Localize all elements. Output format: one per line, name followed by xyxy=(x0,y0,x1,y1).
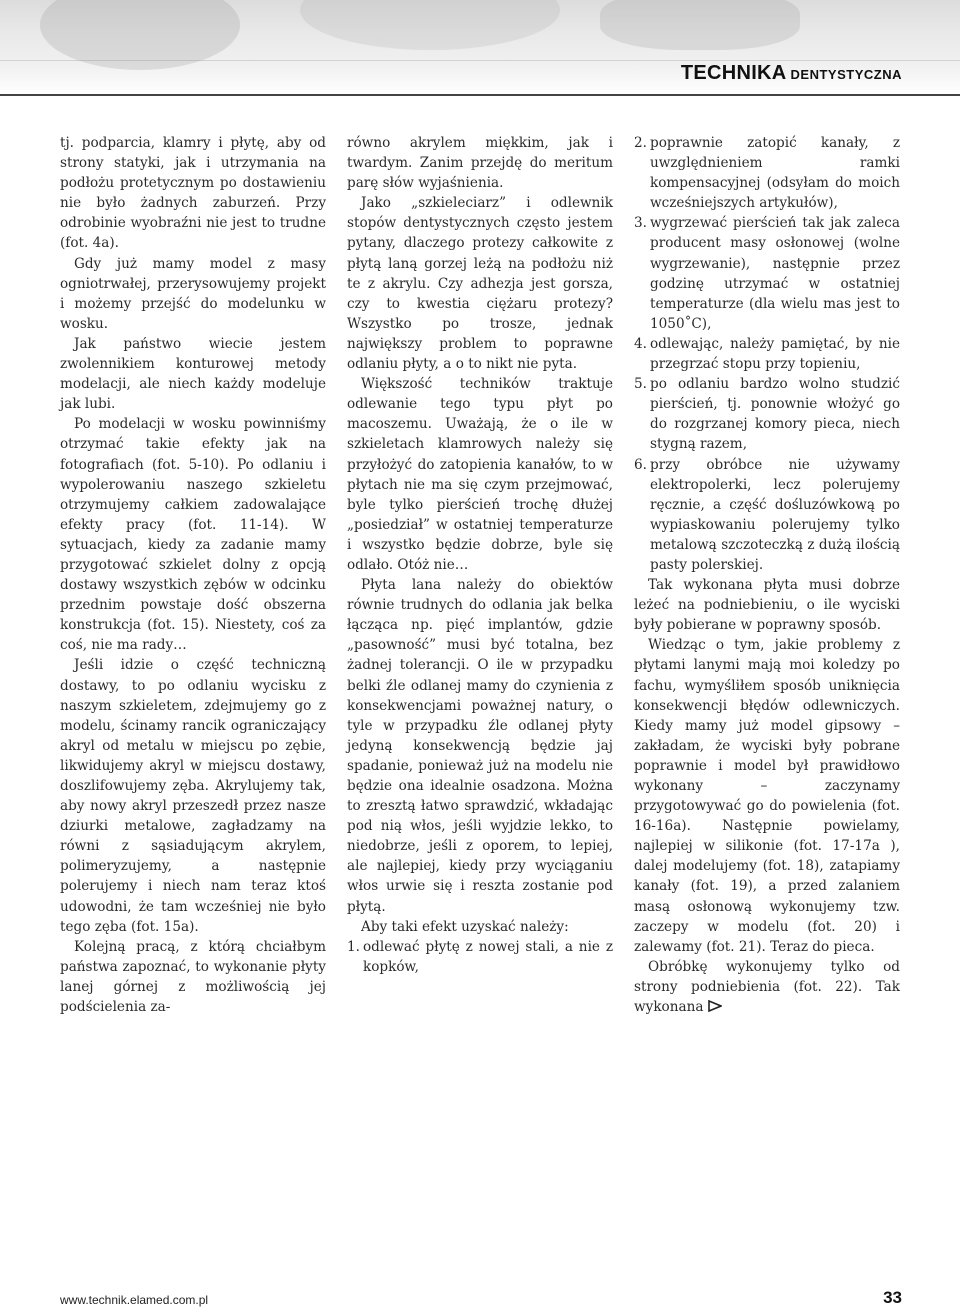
paragraph-text: Obróbkę wykonujemy tylko od strony podniebienia (fot. 22). Tak wykonana xyxy=(634,958,900,1016)
footer-url: www.technik.elamed.com.pl xyxy=(60,1293,209,1307)
list-item xyxy=(634,374,900,454)
list-item xyxy=(634,213,900,334)
paragraph: Tak wykonana płyta musi dobrze leżeć na podniebieniu, o ile wyciski były pobierane w poprawny sposób. xyxy=(634,577,900,634)
paragraph: Po modelacji w wosku powinniśmy otrzymać takie efekty jak na fotografiach (fot. 5-10). Po odlaniu i wypolerowaniu naszego szkieletu otrzymujemy całkiem zadowalające efekty pracy (fot. 11-14). W sytuacjach, kiedy za zadanie mamy przygotować szkielet dolny z opcją dostawy wszystkich zębów w odcinku przednim powstaje dość obszerna konstrukcja (fot. 15). Niestety, coś za coś, nie ma rady… xyxy=(60,416,326,654)
header-photo-decoration xyxy=(0,60,960,61)
header-divider xyxy=(0,94,960,96)
list-item-text: odlewać płytę z nowej stali, a nie z kopków, xyxy=(363,938,613,975)
list-item-number: 1. xyxy=(347,938,360,955)
section-title xyxy=(681,62,902,85)
continue-arrow-icon xyxy=(708,1000,722,1012)
list-item-number: 6. xyxy=(634,456,647,473)
paragraph: Wiedząc o tym, jakie problemy z płytami lanymi mają moi koledzy po fachu, wymyśliłem sposób uniknięcia konsekwencji błędów odlewniczych. Kiedy mamy już model gipsowy – zakładam, że wyciski były pobrane poprawnie i model był prawidłowo wykonany – zaczynamy przygotowywać go do powielenia (fot. 16-16a). Następnie powielamy, najlepiej w silikonie (fot. 17-17a ), dalej modelujemy (fot. 18), zatapiamy kanały (fot. 19), a przed zalaniem masą osłonową wykonujemy tzw. zaczepy w modelu (fot. 20) i zalewamy (fot. 21). Teraz do pieca. xyxy=(634,637,900,955)
list-item-number: 5. xyxy=(634,376,647,393)
list-item-text: wygrzewać pierścień tak jak zaleca producent masy osłonowej (wolne wygrzewanie), następnie przez godzinę utrzymać w ostatniej temperaturze (dla wielu mas jest to 1050˚C), xyxy=(650,215,900,332)
list-item-number: 3. xyxy=(634,215,647,232)
list-item xyxy=(634,455,900,576)
header-photo-decoration xyxy=(300,0,560,50)
list-item-text: poprawnie zatopić kanały, z uwzględnieniem ramki kompensacyjnej (odsyłam do moich wcześniejszych artykułów), xyxy=(650,135,900,212)
page-number: 33 xyxy=(883,1288,902,1307)
list-item xyxy=(634,334,900,374)
paragraph: Płyta lana należy do obiektów równie trudnych do odlania jak belka łącząca np. pięć implantów, gdzie „pasowność” musi być totalna, bez żadnej tolerancji. O ile w przypadku belki źle odlanej mamy do czynienia z konsekwencjami poważnej natury, o tyle w przypadku źle odlanej płyty jedyną konsekwencją będzie jaj spadanie, ponieważ już na modelu nie będzie ona idealnie osadzona. Można to zresztą łatwo sprawdzić, wkładając pod nią włos, jeśli wyjdzie lekko, to niedobrze, jeśli z oporem, to lepiej, ale najlepiej, kiedy przy wyciąganiu włos urwie się i reszta zostanie pod płytą. xyxy=(347,577,613,915)
text-column-2 xyxy=(347,133,613,977)
section-title-sub: DENTYSTYCZNA xyxy=(790,67,902,82)
paragraph: Jeśli idzie o część techniczną dostawy, to po odlaniu wycisku z naszym szkieletem, zdejmujemy go z modelu, ścinamy rancik ograniczający akryl od metalu w miejscu po zębie, likwidujemy akryl w miejscu dostawy, doszlifowujemy zęba. Akrylujemy tak, aby nowy akryl przeszedł przez nasze dziurki metalowe, zagładzamy na równi z sąsiadującym akrylem, polimeryzujemy, a następnie polerujemy i niech nam teraz ktoś udowodni, że tam wcześniej nie było tego zęba (fot. 15a). xyxy=(60,657,326,935)
list-item-number: 2. xyxy=(634,135,647,151)
paragraph: równo akrylem miękkim, jak i twardym. Zanim przejdę do meritum parę słów wyjaśnienia. xyxy=(347,135,613,192)
paragraph: Aby taki efekt uzyskać należy: xyxy=(361,918,569,935)
paragraph: tj. podparcia, klamry i płytę, aby od strony statyki, jak i utrzymania na podłożu protetycznym po dostawieniu nie było żadnych zaburzeń. Przy odrobinie wyobraźni nie jest to trudne (fot. 4a). xyxy=(60,135,326,252)
paragraph xyxy=(634,957,900,1017)
paragraph: Większość techników traktuje odlewanie tego typu płyt po macoszemu. Uważają, że o ile w szkieletach klamrowych należy się przyłożyć do zatopienia kanałów, to w płytach nie ma się czym przejmować, byle tylko pierścień trochę dłużej „posiedział” w ostatniej temperaturze i wszystko będzie dobrze, byle się odlało. Otóż nie… xyxy=(347,376,613,573)
list-item-text: po odlaniu bardzo wolno studzić pierścień, tj. ponownie włożyć go do rozgrzanej komory pieca, niech stygną razem, xyxy=(650,376,900,453)
header-photo-decoration xyxy=(600,0,800,50)
list-item-number: 4. xyxy=(634,335,647,352)
section-title-main: TECHNIKA xyxy=(680,62,787,84)
text-column-1 xyxy=(60,133,326,1017)
numbered-list xyxy=(634,133,900,575)
list-item-text: odlewając, należy pamiętać, by nie przegrzać stopu przy topieniu, xyxy=(650,335,900,373)
paragraph: Jako „szkieleciarz” i odlewnik stopów dentystycznych często jestem pytany, dlaczego protezy całkowite z płytą laną gorzej leżą na podłożu niż te z akrylu. Czy adhezja jest gorsza, czy to kwestia ciężaru protezy? Wszystko po trosze, jednak największy problem to poprawne odlaniu płyty, a o to nikt nie pyta. xyxy=(347,195,613,373)
list-item-text: przy obróbce nie używamy elektropolerki, lecz polerujemy ręcznie, a część dośluzówkową po wypiaskowaniu polerujemy tylko metalową szczoteczką z dużą ilością pasty polerskiej. xyxy=(650,456,900,573)
list-item xyxy=(634,133,900,213)
paragraph: Jak państwo wiecie jestem zwolennikiem konturowej metody modelacji, ale niech każdy modeluje jak lubi. xyxy=(60,335,326,413)
numbered-list xyxy=(347,937,613,977)
list-item xyxy=(347,937,613,977)
paragraph: Kolejną pracą, z którą chciałbym państwa zapoznać, to wykonanie płyty lanej górnej z możliwością jej podścielenia za- xyxy=(60,938,326,1016)
paragraph: Gdy już mamy model z masy ogniotrwałej, przerysowujemy projekt i możemy przejść do modelunku w wosku. xyxy=(60,255,326,332)
text-column-3 xyxy=(634,133,900,1017)
